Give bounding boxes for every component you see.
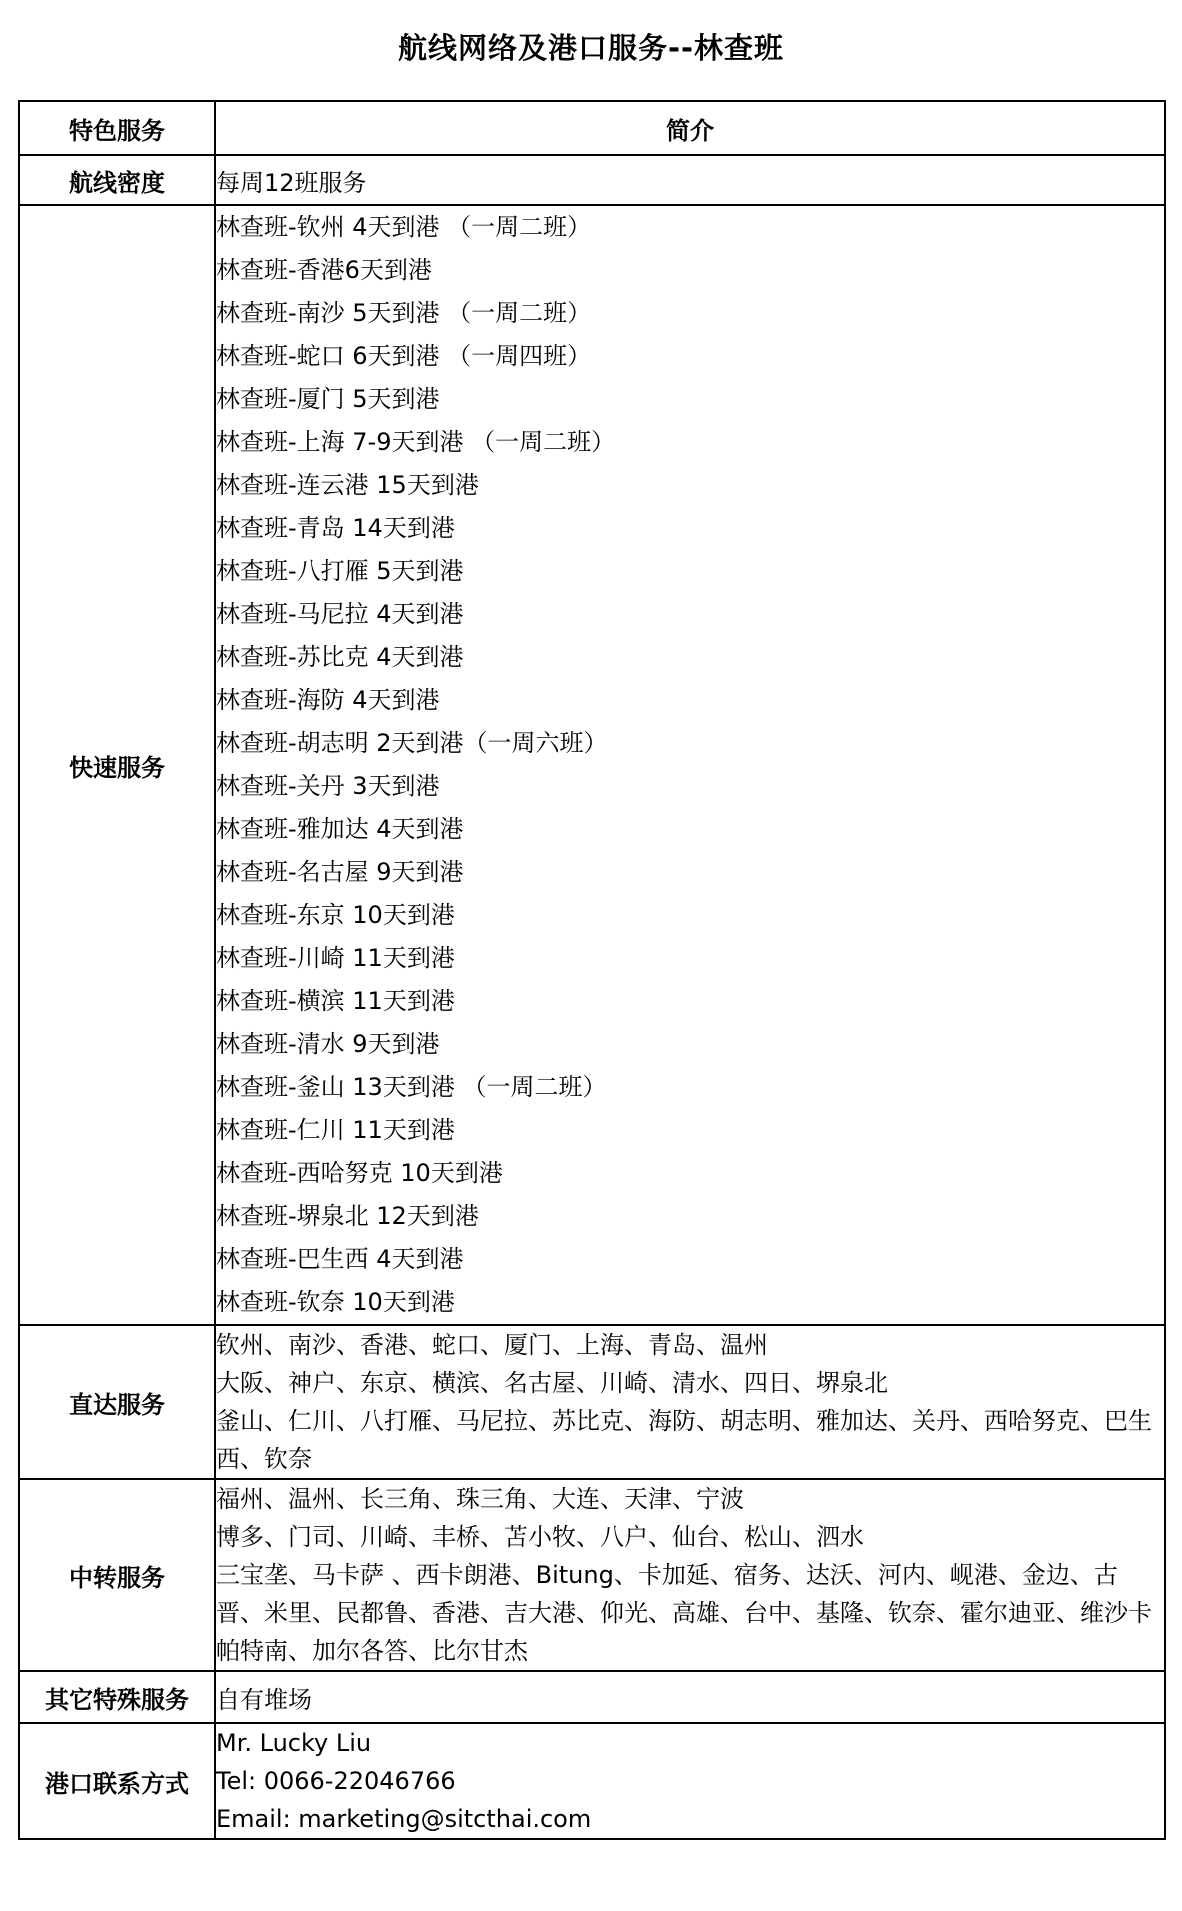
value-special-service: 自有堆场: [215, 1671, 1165, 1723]
list-item: 福州、温州、长三角、珠三角、大连、天津、宁波: [216, 1485, 744, 1513]
table-header-row: [19, 101, 1165, 155]
label-transit-service: 中转服务: [19, 1479, 215, 1671]
header-feature-service: 特色服务: [19, 101, 215, 155]
row-express-service: [19, 205, 1165, 1325]
label-special-service: 其它特殊服务: [19, 1671, 215, 1723]
transit-list: [215, 1479, 1165, 1671]
row-direct-service: [19, 1325, 1165, 1479]
direct-list: [215, 1325, 1165, 1479]
list-item: 林查班-巴生西 4天到港: [216, 1245, 464, 1273]
list-item: 林查班-厦门 5天到港: [216, 385, 440, 413]
list-item: 林查班-名古屋 9天到港: [216, 858, 464, 886]
row-route-density: [19, 155, 1165, 205]
list-item: 林查班-川崎 11天到港: [216, 944, 455, 972]
list-item: 林查班-南沙 5天到港 （一周二班）: [216, 299, 592, 327]
list-item: 林查班-釜山 13天到港 （一周二班）: [216, 1073, 607, 1101]
list-item: 林查班-雅加达 4天到港: [216, 815, 464, 843]
list-item: 林查班-钦奈 10天到港: [216, 1288, 455, 1316]
list-item: 林查班-胡志明 2天到港（一周六班）: [216, 729, 608, 757]
contact-phone: Tel: 0066-22046766: [216, 1767, 456, 1795]
contact-name: Mr. Lucky Liu: [216, 1729, 372, 1757]
express-list: [215, 205, 1165, 1325]
list-item: 林查班-青岛 14天到港: [216, 514, 455, 542]
list-item: 林查班-堺泉北 12天到港: [216, 1202, 479, 1230]
list-item: 林查班-西哈努克 10天到港: [216, 1159, 503, 1187]
label-express-service: 快速服务: [19, 205, 215, 1325]
list-item: 大阪、神户、东京、横滨、名古屋、川崎、清水、四日、堺泉北: [216, 1369, 888, 1397]
label-direct-service: 直达服务: [19, 1325, 215, 1479]
list-item: 林查班-上海 7-9天到港 （一周二班）: [216, 428, 616, 456]
contact-email[interactable]: Email: marketing@sitcthai.com: [216, 1805, 592, 1833]
list-item: 博多、门司、川崎、丰桥、苫小牧、八户、仙台、松山、泗水: [216, 1523, 864, 1551]
page-title: 航线网络及港口服务--林查班: [397, 31, 785, 65]
list-item: 林查班-仁川 11天到港: [216, 1116, 455, 1144]
list-item: 林查班-苏比克 4天到港: [216, 643, 464, 671]
row-transit-service: [19, 1479, 1165, 1671]
list-item: 林查班-钦州 4天到港 （一周二班）: [216, 213, 592, 241]
service-table: [18, 100, 1166, 1840]
list-item: 钦州、南沙、香港、蛇口、厦门、上海、青岛、温州: [216, 1331, 768, 1359]
list-item: 林查班-蛇口 6天到港 （一周四班）: [216, 342, 592, 370]
list-item: 林查班-横滨 11天到港: [216, 987, 455, 1015]
list-item: 三宝垄、马卡萨 、西卡朗港、Bitung、卡加延、宿务、达沃、河内、岘港、金边、古晋、米里、民都鲁、香港、吉大港、仰光、高雄、台中、基隆、钦奈、霍尔迪亚、维沙卡帕特南、加尔各答、比尔甘杰: [216, 1561, 1152, 1665]
list-item: 林查班-东京 10天到港: [216, 901, 455, 929]
list-item: 林查班-连云港 15天到港: [216, 471, 479, 499]
list-item: 林查班-马尼拉 4天到港: [216, 600, 464, 628]
list-item: 釜山、仁川、八打雁、马尼拉、苏比克、海防、胡志明、雅加达、关丹、西哈努克、巴生西、钦奈: [216, 1407, 1152, 1473]
list-item: 林查班-清水 9天到港: [216, 1030, 440, 1058]
row-special-service: [19, 1671, 1165, 1723]
label-port-contact: 港口联系方式: [19, 1723, 215, 1839]
value-route-density: 每周12班服务: [215, 155, 1165, 205]
list-item: 林查班-香港6天到港: [216, 256, 432, 284]
label-route-density: 航线密度: [19, 155, 215, 205]
list-item: 林查班-八打雁 5天到港: [216, 557, 464, 585]
header-description: 简介: [215, 101, 1165, 155]
list-item: 林查班-关丹 3天到港: [216, 772, 440, 800]
row-port-contact: [19, 1723, 1165, 1839]
list-item: 林查班-海防 4天到港: [216, 686, 440, 714]
contact-block: [215, 1723, 1165, 1839]
